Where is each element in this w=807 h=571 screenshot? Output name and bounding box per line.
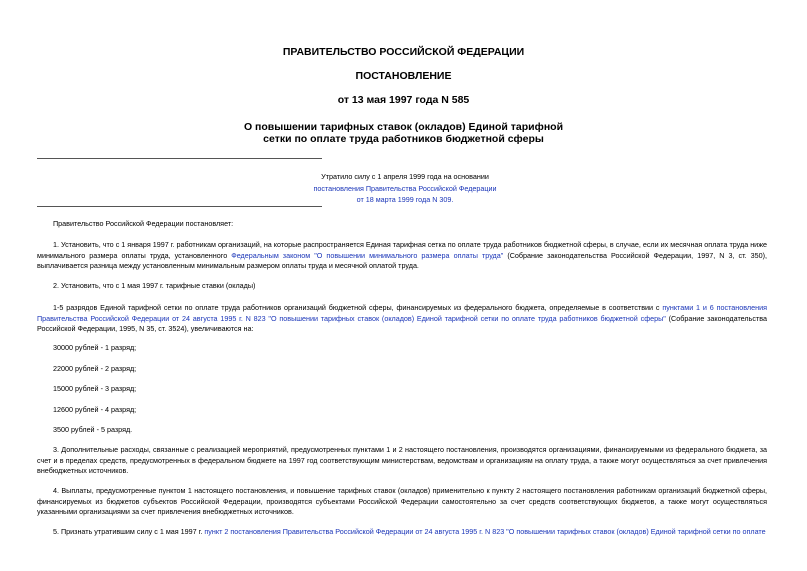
bottom-divider: [37, 206, 322, 207]
paragraph-6: [37, 527, 767, 538]
paragraph-3-text-b: (Собрание законодательства Российской Федерации, 1995, N 35, ст. 3524), увеличиваются на:: [37, 313, 767, 333]
paragraph-5: 4. Выплаты, предусмотренные пунктом 1 настоящего постановления, и повышение тарифных ставок (окладов) применительно к пункту 2 настоящего постановления работникам организаций бюджетной сферы, финансируемых из бюджетов субъектов Российской Федерации, производятся субъектами Российской Федерации самостоятельно за счет средств соответствующих бюджетов, а также могут осуществляться указанными организациями за счет привлечения внебюджетных источников.: [37, 486, 767, 516]
status-note-text: Утратило силу с 1 апреля 1999 года на основании: [321, 172, 489, 181]
document-type-heading: ПОСТАНОВЛЕНИЕ: [355, 70, 452, 82]
grade-item-5: 3500 рублей - 5 разряд.: [53, 425, 133, 434]
repeal-link-line-2[interactable]: от 18 марта 1999 года N 309.: [356, 195, 454, 204]
document-title-line-2: сетки по оплате труда работников бюджетной сферы: [263, 133, 544, 145]
top-divider: [37, 158, 322, 159]
federal-law-link[interactable]: Федеральным законом "О повышении минимального размера оплаты труда": [231, 250, 504, 260]
grade-item-4: 12600 рублей - 4 разряд;: [53, 405, 137, 414]
document-title-line-1: О повышении тарифных ставок (окладов) Единой тарифной: [243, 121, 564, 133]
decree-823-link[interactable]: пунктами 1 и 6 постановления Правительства Российской Федерации от 24 августа 1995 г. N 823 "О повышении тарифных ставок (окладов) Единой тарифной сетки по оплате труда работников бюджетной сферы": [37, 303, 767, 323]
grade-item-3: 15000 рублей - 3 разряд;: [53, 384, 137, 393]
paragraph-4: 3. Дополнительные расходы, связанные с реализацией мероприятий, предусмотренных пунктами 1 и 2 настоящего постановления, производятся организациями, финансируемыми из федерального бюджета, за счет и в пределах средств, предусмотренных в федеральном бюджете на 1997 год соответствующим министерствам, ведомствам и организациям на оплату труда, а также могут осуществляться за счет привлечения внебюджетных источников.: [37, 445, 767, 475]
status-note: [250, 171, 560, 206]
paragraph-2: 2. Установить, что с 1 мая 1997 г. тарифные ставки (оклады): [53, 281, 256, 290]
intro-paragraph: Правительство Российской Федерации постановляет:: [53, 219, 234, 228]
paragraph-1-text-b: (Собрание законодательства Российской Федерации, 1997, N 3, ст. 350), выплачивается разница между установленным минимальным размером оплаты труда и месячной оплатой труда.: [37, 250, 768, 270]
repeal-link-line-1[interactable]: постановления Правительства Российской Федерации: [313, 183, 497, 193]
document-date-number: от 13 мая 1997 года N 585: [337, 94, 470, 106]
government-heading: ПРАВИТЕЛЬСТВО РОССИЙСКОЙ ФЕДЕРАЦИИ: [282, 46, 525, 58]
paragraph-3-text-a: 1-5 разрядов Единой тарифной сетки по оплате труда работников организаций бюджетной сферы, финансируемых из федерального бюджета, определяемые в соответствии с: [53, 303, 663, 312]
decree-823-point-2-link[interactable]: пункт 2 постановления Правительства Российской Федерации от 24 августа 1995 г. N 823 "О повышении тарифных ставок (окладов) Единой тарифной сетки по оплате: [204, 527, 766, 536]
grade-item-1: 30000 рублей - 1 разряд;: [53, 343, 137, 352]
paragraph-6-text-a: 5. Признать утратившим силу с 1 мая 1997 г.: [53, 527, 205, 536]
paragraph-3: [37, 303, 767, 335]
grade-item-2: 22000 рублей - 2 разряд;: [53, 364, 137, 373]
paragraph-1: [37, 240, 767, 272]
paragraph-1-text-a: 1. Установить, что с 1 января 1997 г. работникам организаций, на которые распространяется Единая тарифная сетка по оплате труда работников бюджетной сферы, в случае, если их месячная оплата труда ниже минимального размера оплаты труда, установленного: [37, 240, 767, 260]
